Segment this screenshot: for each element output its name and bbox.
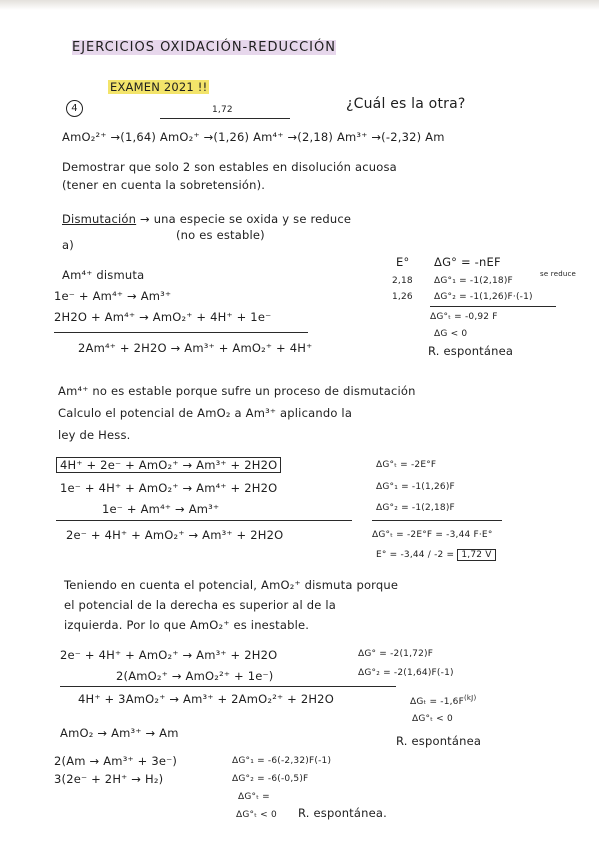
problem-number-circle: 4 (66, 100, 83, 117)
paragraph-1-line-2: Calculo el potencial de AmO₂ a Am³⁺ aplicando la (58, 406, 353, 420)
hess-eq2: 1e⁻ + Am⁴⁺ → Am³⁺ (102, 502, 220, 516)
hess-dg1: ΔG°₁ = -1(1,26)F (376, 482, 455, 492)
hess-e-calc (376, 550, 496, 560)
question-text: ¿Cuál es la otra? (346, 96, 466, 112)
e-value-1: 2,18 (392, 276, 413, 286)
hess-eq-boxed-text: 4H⁺ + 2e⁻ + AmO₂⁺ → Am³⁺ + 2H2O (56, 457, 281, 473)
hess-sum: 2e⁻ + 4H⁺ + AmO₂⁺ → Am³⁺ + 2H2O (66, 528, 284, 542)
part-b-dg2: ΔG°₂ = -2(1,64)F(-1) (358, 668, 454, 678)
dg-header: ΔG° = -nEF (434, 255, 501, 269)
part-a-eq2: 2H2O + Am⁴⁺ → AmO₂⁺ + 4H⁺ + 1e⁻ (54, 310, 272, 324)
top-arrow-value: 1,72 (212, 105, 233, 115)
hess-eq1: 1e⁻ + 4H⁺ + AmO₂⁺ → Am⁴⁺ + 2H2O (60, 481, 278, 495)
page-title-text: EJERCICIOS OXIDACIÓN-REDUCCIÓN (72, 40, 336, 55)
part-b-dg-sign: ΔG°ₜ < 0 (412, 714, 453, 724)
side-note: se reduce (540, 270, 577, 278)
part-c-eq1: 2(Am → Am³⁺ + 3e⁻) (54, 754, 178, 768)
part-c-dg-total: ΔG°ₜ = (238, 792, 270, 802)
exam-label-text: EXAMEN 2021 !! (110, 80, 208, 94)
hess-eq-boxed (56, 458, 281, 472)
page-title (72, 40, 336, 55)
hess-dg2: ΔG°₂ = -1(2,18)F (376, 503, 455, 513)
exam-label (108, 80, 209, 94)
part-a-label: a) (62, 238, 74, 252)
hess-dg-sum-line (372, 520, 502, 521)
hess-e-result: 1,72 V (457, 549, 495, 561)
statement-line-2: (tener en cuenta la sobretensión). (62, 178, 266, 192)
paragraph-1-line-1: Am⁴⁺ no es estable porque sufre un proceso de dismutación (58, 384, 416, 398)
part-a-dg2: ΔG°₂ = -1(1,26)F·(-1) (434, 292, 533, 302)
part-b-sum-line (60, 686, 396, 687)
e-header: E° (396, 255, 410, 269)
paragraph-2-line-1: Teniendo en cuenta el potencial, AmO₂⁺ dismuta porque (64, 578, 399, 592)
problem-number (66, 100, 83, 117)
paragraph-1-line-3: ley de Hess. (58, 428, 131, 442)
e-value-2: 1,26 (392, 292, 413, 302)
part-a-conclusion: R. espontánea (428, 344, 514, 358)
statement-line-1: Demostrar que solo 2 son estables en disolución acuosa (62, 160, 397, 174)
dismutacion-heading-text: Dismutación (62, 212, 137, 226)
paragraph-2-line-2: el potencial de la derecha es superior al de la (64, 598, 337, 612)
part-b-sum: 4H⁺ + 3AmO₂⁺ → Am³⁺ + 2AmO₂²⁺ + 2H2O (78, 692, 334, 706)
part-c-eq2: 3(2e⁻ + 2H⁺ → H₂) (54, 772, 164, 786)
part-b-dg-total-sup: (kJ) (464, 694, 477, 702)
part-c-dg-sign: ΔG°ₜ < 0 (236, 810, 277, 820)
part-a-dg-total: ΔG°ₜ = -0,92 F (430, 312, 498, 322)
part-a-dg1: ΔG°₁ = -1(2,18)F (434, 276, 513, 286)
hess-sum-line (56, 520, 352, 521)
part-a-sum-line (54, 332, 308, 333)
torn-paper-edge (0, 0, 599, 10)
hess-dg-boxed: ΔG°ₜ = -2E°F (376, 460, 437, 470)
part-a-dg-sign: ΔG < 0 (434, 329, 468, 339)
part-b-eq1: 2e⁻ + 4H⁺ + AmO₂⁺ → Am³⁺ + 2H2O (60, 648, 278, 662)
part-c-dg1: ΔG°₁ = -6(-2,32)F(-1) (232, 756, 332, 766)
top-arrow-line (160, 118, 290, 119)
part-b-dg-total (410, 694, 476, 707)
hess-e-calc-text: E° = -3,44 / -2 = (376, 550, 455, 560)
part-c-chain: AmO₂ → Am³⁺ → Am (60, 726, 179, 740)
part-a-sum: 2Am⁴⁺ + 2H2O → Am³⁺ + AmO₂⁺ + 4H⁺ (78, 341, 313, 355)
paragraph-2-line-3: izquierda. Por lo que AmO₂⁺ es inestable. (64, 618, 310, 632)
hess-dg-total: ΔG°ₜ = -2E°F = -3,44 F·E° (372, 530, 493, 540)
dismutacion-definition: → una especie se oxida y se reduce (140, 212, 352, 226)
part-b-conclusion: R. espontánea (396, 734, 482, 748)
part-c-dg2: ΔG°₂ = -6(-0,5)F (232, 774, 309, 784)
part-a-intro: Am⁴⁺ dismuta (62, 268, 145, 282)
part-b-dg1: ΔG° = -2(1,72)F (358, 649, 434, 659)
part-a-eq1: 1e⁻ + Am⁴⁺ → Am³⁺ (54, 289, 172, 303)
part-c-conclusion: R. espontánea. (298, 806, 388, 820)
dismutacion-heading (62, 212, 351, 226)
part-b-dg-total-text: ΔGₜ = -1,6F (410, 697, 464, 707)
part-b-eq2: 2(AmO₂⁺ → AmO₂²⁺ + 1e⁻) (116, 669, 274, 683)
part-a-dg-line (430, 306, 556, 307)
latimer-diagram: AmO₂²⁺ →(1,64) AmO₂⁺ →(1,26) Am⁴⁺ →(2,18) Am³⁺ →(-2,32) Am (62, 130, 445, 144)
dismutacion-note: (no es estable) (176, 228, 265, 242)
